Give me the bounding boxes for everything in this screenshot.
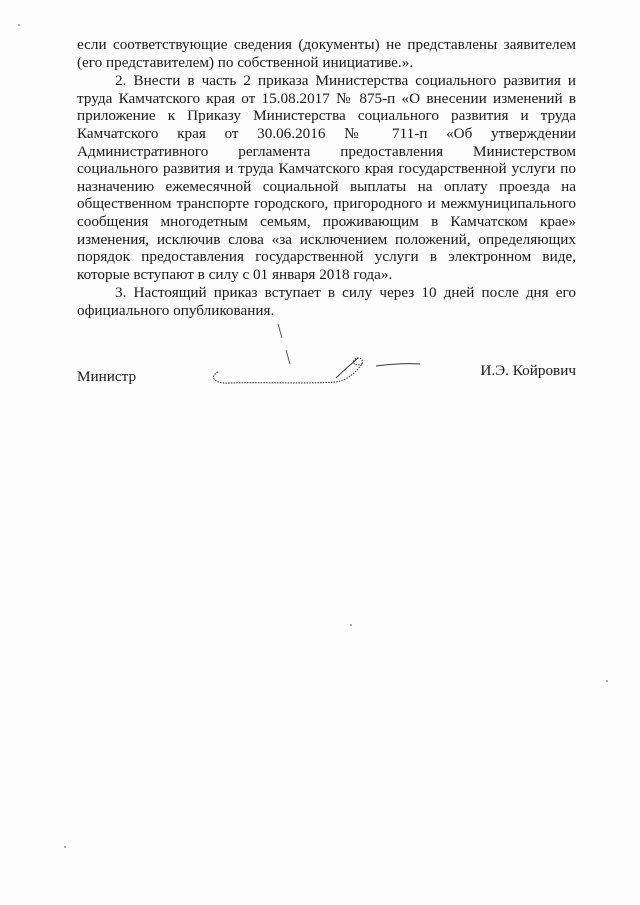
signatory-name: И.Э. Койрович [480,362,576,379]
paragraph-1-continuation: если соответствующие сведения (документы) не представлены заявителем (его представителем) по собственной инициативе.». [77,36,576,71]
scan-speck [64,846,66,848]
signatory-title: Министр [77,368,137,385]
scan-speck [350,624,352,626]
signature-block [77,362,576,390]
scan-speck [18,24,20,26]
paragraph-3: 3. Настоящий приказ вступает в силу через 10 дней после дня его официального опубликования. [77,284,576,319]
document-body [77,36,576,320]
paragraph-2: 2. Внести в часть 2 приказа Министерства социального развития и труда Камчатского края от 15.08.2017 № 875-п «О внесении изменений в приложение к Приказу Министерства социального развития и труда Камчатского края от 30.06.2016 № 711-п «Об утверждении Административного регламента предоставления Министерством социального развития и труда Камчатского края государственной услуги по назначению ежемесячной социальной выплаты на оплату проезда на общественном транспорте городского, пригородного и межмуниципального сообщения многодетным семьям, проживающим в Камчатском крае» изменения, исключив слова «за исключением положений, определяющих порядок предоставления государственной услуги в электронном виде, которые вступают в силу с 01 января 2018 года». [77,72,576,283]
scan-speck [606,680,608,682]
